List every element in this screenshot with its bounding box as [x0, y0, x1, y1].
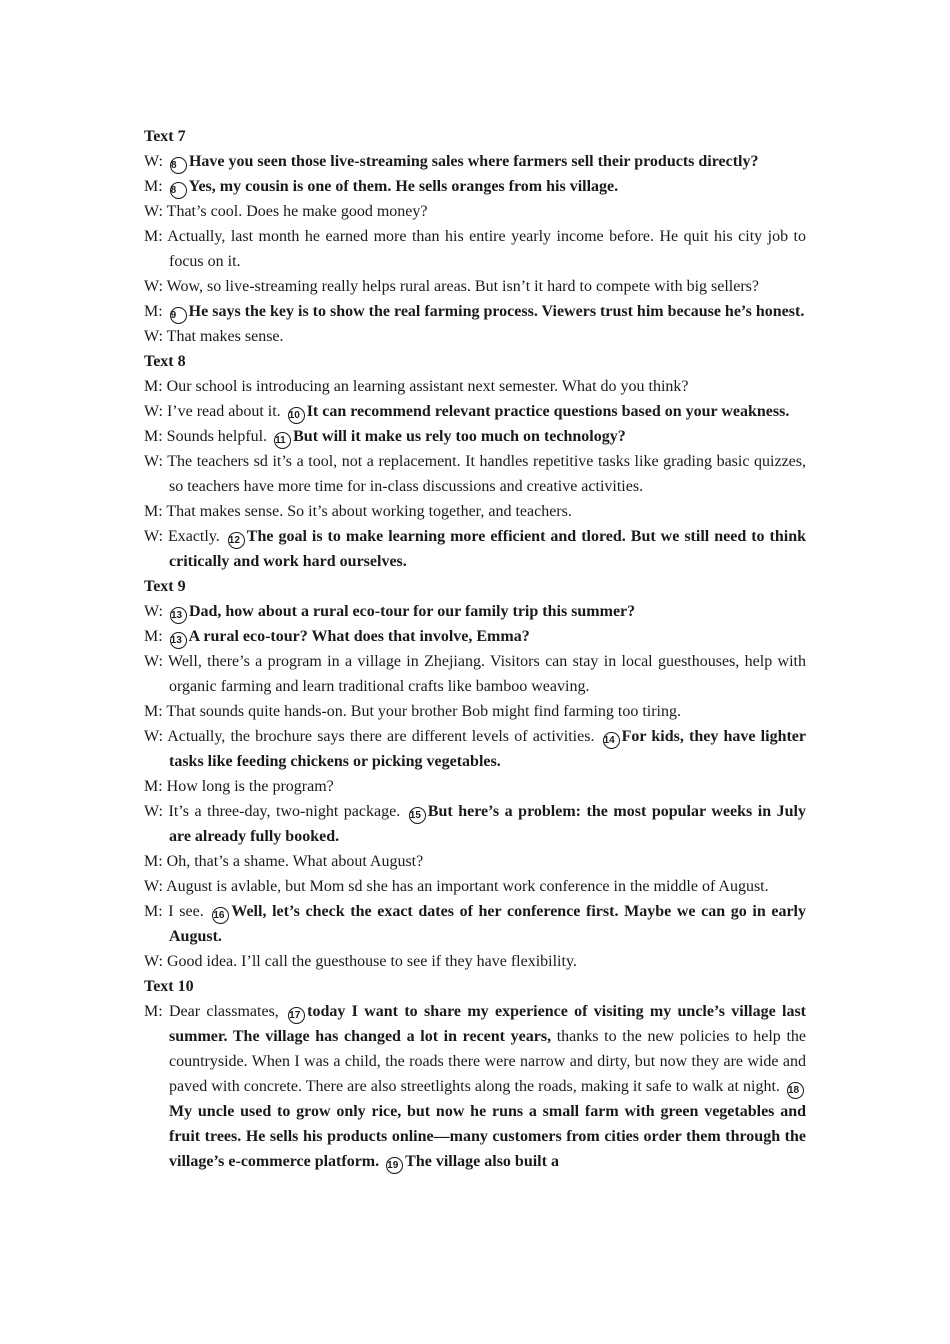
- line-text: M: That sounds quite hands-on. But your brother Bob might find farming too tiring.: [144, 703, 681, 720]
- transcript-document: [144, 124, 806, 1174]
- question-number-marker: 17: [288, 1007, 305, 1024]
- question-number-marker: 9: [170, 307, 187, 324]
- question-number-marker: 14: [603, 732, 620, 749]
- question-number-marker: 10: [288, 407, 305, 424]
- key-sentence: The village also built a: [405, 1153, 559, 1170]
- dialogue-line: [144, 999, 806, 1174]
- dialogue-line: [144, 649, 806, 699]
- dialogue-line: [144, 174, 806, 199]
- question-number-marker: 19: [386, 1157, 403, 1174]
- key-sentence: Well, let’s check the exact dates of her conference first. Maybe we can go in early August.: [169, 903, 806, 945]
- section-heading: Text 9: [144, 578, 186, 595]
- line-text: M: Our school is introducing an learning assistant next semester. What do you think?: [144, 378, 689, 395]
- line-text: W: It’s a three-day, two-night package.: [144, 803, 406, 820]
- line-text: W: Exactly.: [144, 528, 225, 545]
- line-text: M: Actually, last month he earned more than his entire yearly income before. He quit his city job to focus on it.: [144, 228, 806, 270]
- line-text: W: Good idea. I’ll call the guesthouse to see if they have flexibility.: [144, 953, 577, 970]
- section-heading: Text 8: [144, 353, 186, 370]
- dialogue-line: [144, 874, 806, 899]
- line-text: W: Wow, so live-streaming really helps rural areas. But isn’t it hard to compete with big sellers?: [144, 278, 759, 295]
- line-text: thanks to the new policies to help the countryside. When I was a child, the roads there were narrow and dirty, but now they are wide and paved with concrete. There are also streetlights along the roads, making it safe to walk at night.: [169, 1028, 807, 1095]
- dialogue-line: [144, 449, 806, 499]
- line-text: M: Dear classmates,: [144, 1003, 286, 1020]
- line-text: W: That’s cool. Does he make good money?: [144, 203, 428, 220]
- dialogue-line: [144, 199, 806, 224]
- key-sentence: A rural eco-tour? What does that involve, Emma?: [188, 628, 530, 645]
- question-number-marker: 8: [170, 157, 187, 174]
- question-number-marker: 8: [170, 182, 187, 199]
- dialogue-line: [144, 324, 806, 349]
- key-sentence: The goal is to make learning more efficient and tlored. But we still need to think critically and work hard ourselves.: [169, 528, 807, 570]
- question-number-marker: 11: [274, 432, 291, 449]
- line-text: W: The teachers sd it’s a tool, not a replacement. It handles repetitive tasks like grading basic quizzes, so teachers have more time for in-class discussions and creative activities.: [144, 453, 806, 495]
- line-text: M:: [144, 303, 167, 320]
- dialogue-line: [144, 899, 806, 949]
- section-heading: Text 7: [144, 128, 186, 145]
- line-text: W: That makes sense.: [144, 328, 284, 345]
- line-text: W:: [144, 603, 167, 620]
- key-sentence: today I want to share my experience of visiting my uncle’s village last summer. The village has changed a lot in recent years,: [169, 1003, 806, 1045]
- line-text: M: I see.: [144, 903, 210, 920]
- line-text: M: That makes sense. So it’s about working together, and teachers.: [144, 503, 572, 520]
- dialogue-line: [144, 624, 806, 649]
- dialogue-line: [144, 699, 806, 724]
- line-text: M: Sounds helpful.: [144, 428, 272, 445]
- key-sentence: Have you seen those live-streaming sales where farmers sell their products directly?: [188, 153, 759, 170]
- key-sentence: He says the key is to show the real farming process. Viewers trust him because he’s honest.: [188, 303, 805, 320]
- dialogue-line: [144, 949, 806, 974]
- line-text: W:: [144, 153, 167, 170]
- dialogue-line: [144, 424, 806, 449]
- key-sentence: But will it make us rely too much on technology?: [293, 428, 626, 445]
- question-number-marker: 18: [787, 1082, 804, 1099]
- line-text: W: Actually, the brochure says there are different levels of activities.: [144, 728, 600, 745]
- dialogue-line: [144, 774, 806, 799]
- dialogue-line: [144, 599, 806, 624]
- line-text: W: Well, there’s a program in a village in Zhejiang. Visitors can stay in local guesthouses, help with organic farming and learn traditional crafts like bamboo weaving.: [144, 653, 806, 695]
- dialogue-line: [144, 149, 806, 174]
- key-sentence: But here’s a problem: the most popular weeks in July are already fully booked.: [169, 803, 806, 845]
- dialogue-line: [144, 374, 806, 399]
- section-heading: Text 10: [144, 978, 194, 995]
- dialogue-line: [144, 274, 806, 299]
- line-text: W: August is avlable, but Mom sd she has an important work conference in the middle of August.: [144, 878, 769, 895]
- key-sentence: It can recommend relevant practice questions based on your weakness.: [306, 403, 790, 420]
- dialogue-line: [144, 399, 806, 424]
- line-text: M:: [144, 178, 167, 195]
- dialogue-line: [144, 849, 806, 874]
- line-text: M: Oh, that’s a shame. What about August?: [144, 853, 424, 870]
- line-text: M: How long is the program?: [144, 778, 334, 795]
- question-number-marker: 13: [170, 632, 187, 649]
- question-number-marker: 13: [170, 607, 187, 624]
- dialogue-line: [144, 224, 806, 274]
- dialogue-line: [144, 524, 806, 574]
- dialogue-line: [144, 799, 806, 849]
- question-number-marker: 16: [212, 907, 229, 924]
- question-number-marker: 12: [228, 532, 245, 549]
- dialogue-line: [144, 724, 806, 774]
- question-number-marker: 15: [409, 807, 426, 824]
- dialogue-line: [144, 499, 806, 524]
- line-text: W: I’ve read about it.: [144, 403, 285, 420]
- key-sentence: Dad, how about a rural eco-tour for our family trip this summer?: [188, 603, 636, 620]
- line-text: M:: [144, 628, 167, 645]
- key-sentence: My uncle used to grow only rice, but now he runs a small farm with green vegetables and fruit trees. He sells his products online—many customers from cities order them through the village’s e-commerce platform.: [169, 1103, 806, 1170]
- key-sentence: For kids, they have lighter tasks like feeding chickens or picking vegetables.: [169, 728, 806, 770]
- key-sentence: Yes, my cousin is one of them. He sells oranges from his village.: [188, 178, 619, 195]
- dialogue-line: [144, 299, 806, 324]
